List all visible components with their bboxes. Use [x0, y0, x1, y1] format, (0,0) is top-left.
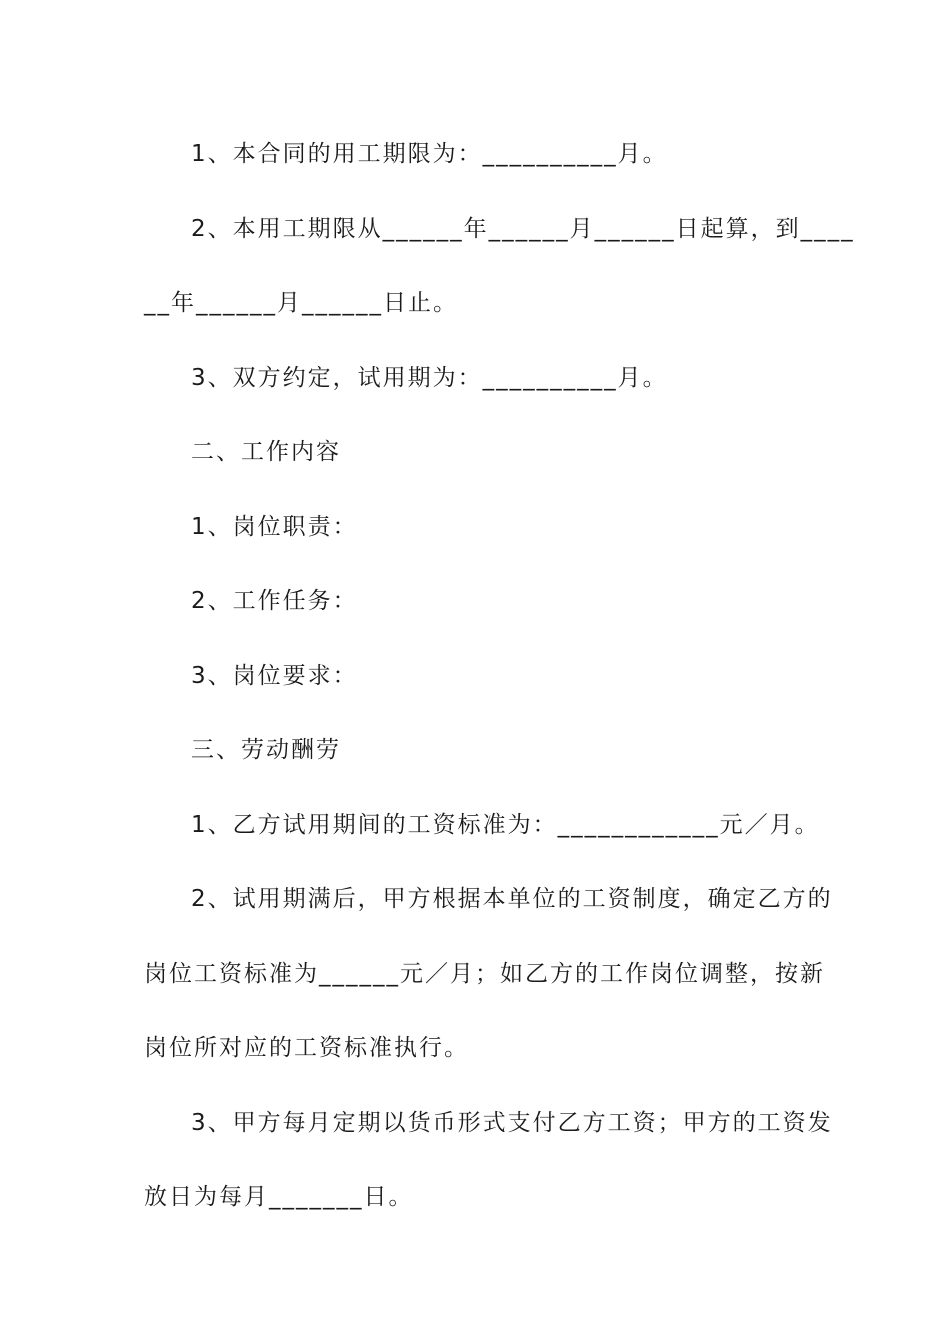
term-end-line: __年______月______日止。 — [144, 290, 458, 316]
work-tasks-line: 2、工作任务： — [191, 588, 358, 614]
job-requirements-line: 3、岗位要求： — [191, 662, 358, 689]
term-duration-line: 1、本合同的用工期限为：__________月。 — [191, 141, 668, 167]
payday-line: 放日为每月_______日。 — [144, 1184, 414, 1210]
post-salary-adjust-line: 岗位所对应的工资标准执行。 — [144, 1035, 469, 1061]
post-probation-salary-line: 2、试用期满后，甲方根据本单位的工资制度，确定乙方的 — [191, 886, 833, 912]
section-heading-work: 二、工作内容 — [191, 439, 341, 465]
term-start-line: 2、本用工期限从______年______月______日起算，到____ — [191, 215, 855, 242]
probation-salary-line: 1、乙方试用期间的工资标准为：____________元／月。 — [191, 811, 820, 838]
section-heading-pay: 三、劳动酬劳 — [191, 737, 341, 763]
document-body — [144, 134, 855, 1252]
job-duties-line: 1、岗位职责： — [191, 513, 358, 540]
probation-line: 3、双方约定，试用期为：__________月。 — [191, 364, 668, 391]
payment-method-line: 3、甲方每月定期以货币形式支付乙方工资；甲方的工资发 — [191, 1109, 833, 1136]
post-salary-standard-line: 岗位工资标准为______元／月；如乙方的工作岗位调整，按新 — [144, 960, 825, 987]
